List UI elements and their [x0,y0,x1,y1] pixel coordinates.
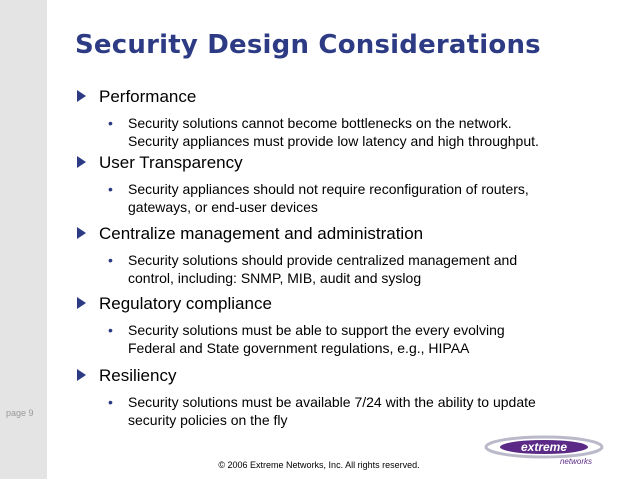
section-heading: Resiliency [99,366,177,385]
triangle-bullet-icon [77,156,86,168]
dot-bullet-icon: • [108,394,113,410]
triangle-bullet-icon [77,90,86,102]
detail-line: Security solutions must be available 7/24 with the ability to update [128,394,536,410]
detail-line: gateways, or end-user devices [128,199,318,215]
detail-line: Security solutions cannot become bottlenecks on the network. [128,115,512,131]
detail-line: security policies on the fly [128,412,288,428]
triangle-bullet-icon [77,227,86,239]
logo-subtext: networks [559,457,593,466]
detail-line: Security solutions should provide centralized management and [128,252,518,268]
detail-line: Security appliances must provide low latency and high throughput. [128,133,539,149]
section-heading: Regulatory compliance [99,294,272,313]
triangle-bullet-icon [77,297,86,309]
page-number: page 9 [6,408,34,418]
copyright-footer: © 2006 Extreme Networks, Inc. All rights reserved. [218,460,420,470]
dot-bullet-icon: • [108,181,113,197]
dot-bullet-icon: • [108,322,113,338]
detail-line: Security appliances should not require reconfiguration of routers, [128,181,529,197]
dot-bullet-icon: • [108,115,113,131]
slide-title: Security Design Considerations [75,30,541,60]
section-heading: User Transparency [99,153,243,172]
logo-wordmark: extreme [520,440,568,454]
detail-line: control, including: SNMP, MIB, audit and syslog [128,270,422,286]
triangle-bullet-icon [77,369,86,381]
section-heading: Centralize management and administration [99,224,424,243]
section-heading: Performance [99,87,197,106]
detail-line: Federal and State government regulations, e.g., HIPAA [128,340,470,356]
detail-line: Security solutions must be able to support the every evolving [128,322,505,338]
dot-bullet-icon: • [108,252,113,268]
